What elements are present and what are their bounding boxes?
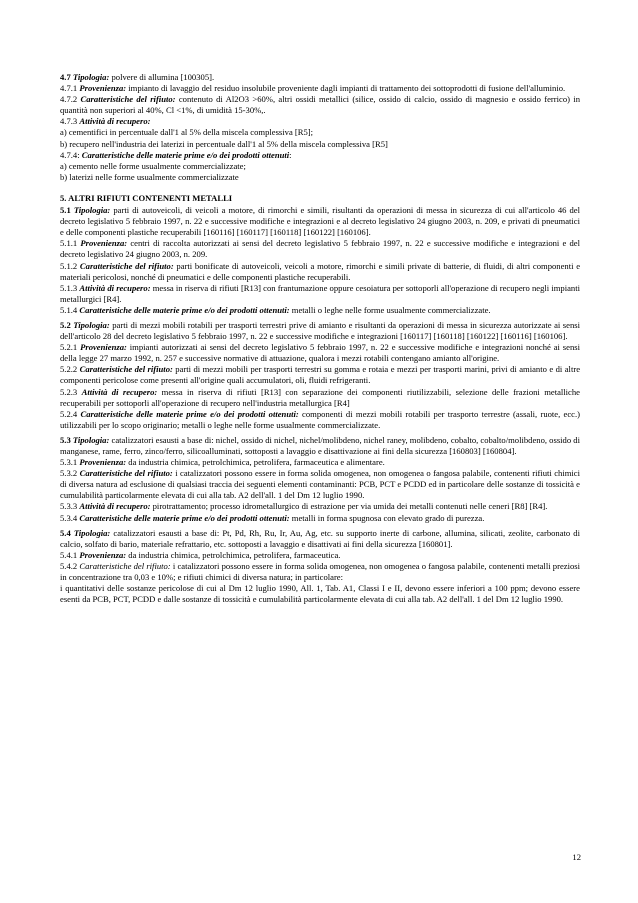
field-text: componenti di mezzi mobili rotabili per trasporto terrestre (assali, ruote, ecc.) utilizzabili per lo scopo originario; metalli o leghe nelle forme usualmente commercializzate.	[60, 408, 581, 430]
section-number: 4.7.1	[60, 83, 80, 94]
para-5-4	[60, 528, 580, 550]
para-4-7-4	[60, 150, 580, 161]
section-number: 4.7.3	[60, 116, 80, 127]
para-5-4-1	[60, 550, 580, 561]
field-text: da industria chimica, petrolchimica, petrolifera, farmaceutica.	[126, 549, 341, 560]
field-text: catalizzatori esausti a base di: nichel, ossido di nichel, nichel/molibdeno, nichel raney, molibdeno, cobalto, cobalto/molibdeno, ossido di manganese, rame, ferro, zinco/ferro, silicoalluminati, sottoposti a lavaggio e disattivazione ai fini della sicurezza [160803] [160804].	[60, 434, 580, 456]
field-text: pirotrattamento; processo idrometallurgico di estrazione per via umida dei metalli contenuti nelle ceneri [R8] [R4].	[150, 501, 548, 512]
section-number: 5.1.3	[60, 282, 80, 293]
para-5-4-2	[60, 561, 580, 583]
section-number: 5.3.2	[60, 468, 80, 479]
field-text: messa in riserva di rifiuti [R13] con separazione dei componenti riutilizzabili, selezione delle frazioni metalliche recuperabili per sottoporli all'operazione di recupero nell'industria metallurgica [R4]	[60, 386, 580, 408]
para-5-2-1	[60, 342, 580, 364]
section-number: 5.1.2	[60, 260, 80, 271]
section-number: 4.7.2	[60, 94, 81, 105]
section-number: 5.1	[60, 205, 71, 216]
field-text: centri di raccolta autorizzati ai sensi del decreto legislativo 5 febbraio 1997, n. 22 e successive modifiche e integrazioni e del decreto legislativo 24 giugno 2003, n. 209.	[60, 238, 580, 260]
list-item-a: a) cementifici in percentuale dall'1 al 5% della miscela complessiva [R5];	[60, 127, 314, 138]
section-number: 5.1.1	[60, 238, 81, 249]
field-text: metalli o leghe nelle forme usualmente commercializzate.	[289, 304, 491, 315]
para-5-2-2	[60, 364, 580, 386]
field-label: Provenienza:	[80, 238, 128, 249]
field-text: i catalizzatori possono essere in forma solida omogenea, non omogenea o fangosa palabile, contenenti rifiuti chimici di diversa natura ad esclusione di qualsiasi traccia dei seguenti elementi contaminanti: PCB, PCT e PCDD ed in particolare delle sostanze di tossicità e cumulabilità particolarmente elevata di cui alla tab. A2 dell'all. 1 del Dm 12 luglio 1990.	[60, 468, 580, 501]
section-number: 5.2.2	[60, 364, 80, 375]
para-5-2	[60, 320, 580, 342]
field-text: da industria chimica, petrolchimica, petrolifera, farmaceutica e alimentare.	[126, 457, 385, 468]
field-text: parti di autoveicoli, di veicoli a motore, di rimorchi e simili, risultanti da operazioni di messa in sicurezza di cui all'articolo 46 del decreto legislativo 5 febbraio 1997, n. 22 e successive modifiche e integrazioni e al decreto legislativo 24 giugno 2003, n. 209, e privati di pneumatici e delle componenti plastiche recuperabili [160116] [160117] [160118] [160122] [160106].	[60, 205, 581, 238]
para-5-3-1	[60, 457, 580, 468]
section-number: 5.3.3	[60, 501, 80, 512]
para-5-1-3	[60, 283, 580, 305]
section-number: 5.3.1	[60, 457, 80, 468]
para-4-7-2	[60, 94, 580, 116]
section-number: 5.2.4	[60, 408, 81, 419]
field-label: Provenienza:	[79, 83, 127, 94]
para-4-7-1	[60, 83, 580, 94]
field-text: parti di mezzi mobili per trasporti terrestri su gomma e rotaia e mezzi per trasporti marini, privi di amianto e di altre componenti pericolose come presenti all'origine quali accumulatori, oli, fluidi refrigeranti.	[60, 364, 581, 386]
field-label: Caratteristiche delle materie prime e/o dei prodotti ottenuti:	[79, 512, 290, 523]
field-text: metalli in forma spugnosa con elevato grado di purezza.	[289, 512, 485, 523]
field-label: Attività di recupero:	[79, 116, 151, 127]
field-text: contenuto di Al2O3 >60%, altri ossidi metallici (silice, ossido di calcio, ossido di magnesio e ossido ferrico) in quantità non superiori al 40%, Cl <1%, di umidità 15-30%,.	[60, 94, 581, 116]
field-label: Provenienza:	[79, 549, 127, 560]
section-number: 5.2.1	[60, 342, 81, 353]
section-number: 4.7.4:	[60, 149, 82, 160]
field-text: catalizzatori esausti a base di: Pt, Pd, Rh, Ru, Ir, Au, Ag, etc. su supporto inerte di carbone, allumina, silicati, zeolite, carbonato di calcio, solfato di bario, materiale refrattario, etc. sottoposti a lavaggio e disattivati ai fini della sicurezza [160801].	[60, 527, 580, 549]
document-body	[60, 72, 580, 605]
field-label: Tipologia:	[72, 434, 110, 445]
field-label: Provenienza:	[79, 457, 127, 468]
field-text: impianto di lavaggio del residuo insolubile proveniente dagli impianti di trattamento dei sottoprodotti di fusione dell'alluminio.	[126, 83, 566, 94]
field-text: parti bonificate di autoveicoli, veicoli a motore, rimorchi e simili private di batterie, di fluidi, di altri componenti e materiali pericolosi, nonché di pneumatici e delle componenti plastiche recuperabili.	[60, 260, 581, 282]
field-label: Caratteristiche del rifiuto:	[79, 364, 173, 375]
para-5-3-3	[60, 501, 580, 512]
field-label: Tipologia:	[73, 527, 111, 538]
field-label: Caratteristiche del rifiuto:	[79, 560, 171, 571]
para-5-4-2-continued: i quantitativi delle sostanze pericolose di cui al Dm 12 luglio 1990, All. 1, Tab. A1, Classi I e II, devono essere inferiori a 100 ppm; devono essere esenti da PCB, PCT, PCDD e dalle sostanze di tossicità e cumulabilità particolarmente elevata di cui alla tab. A2 dell'all. 1 del Dm 12 luglio 1990.	[60, 583, 580, 605]
field-text: i catalizzatori possono essere in forma solida omogenea, non omogenea o fangosa palabile, contenenti metalli preziosi in concentrazione tra 0,03 e 10%; e rifiuti chimici di diversa natura; in particolare:	[60, 560, 580, 583]
para-4-7-3	[60, 116, 580, 127]
list-item-b-product: b) laterizi nelle forme usualmente commercializzate	[60, 171, 239, 182]
list-item-a-product: a) cemento nelle forme usualmente commercializzate;	[60, 160, 246, 171]
field-label: Attività di recupero:	[79, 282, 151, 293]
section-number: 5.2	[60, 319, 71, 330]
para-5-1-4	[60, 305, 580, 316]
para-5-1-2	[60, 261, 580, 283]
page-number: 12	[572, 852, 581, 862]
field-text: messa in riserva di rifiuti [R13] con frantumazione oppure cesoiatura per sottoporli all'operazione di recupero negli impianti metallurgici [R4].	[60, 282, 580, 304]
field-label: Tipologia:	[72, 72, 110, 82]
section-number: 5.4.1	[60, 549, 80, 560]
para-4-7	[60, 72, 580, 83]
field-label: Attività di recupero:	[81, 386, 158, 397]
section-heading: 5. ALTRI RIFIUTI CONTENENTI METALLI	[60, 192, 233, 203]
field-label: Tipologia:	[73, 319, 110, 330]
para-5-3-4	[60, 513, 580, 524]
section-number: 5.4	[60, 527, 71, 538]
field-label: Caratteristiche delle materie prime e/o dei prodotti ottenuti	[81, 149, 290, 160]
section-number: 5.2.3	[60, 386, 82, 397]
field-label: Caratteristiche del rifiuto:	[80, 94, 176, 105]
field-label: Caratteristiche del rifiuto:	[79, 260, 174, 271]
para-5-3	[60, 435, 580, 457]
field-label: Caratteristiche del rifiuto:	[79, 468, 173, 479]
field-label: Tipologia:	[73, 205, 111, 216]
section-number: 5.3	[60, 434, 71, 445]
para-5-3-2	[60, 468, 580, 501]
field-text: parti di mezzi mobili rotabili per trasporti terrestri prive di amianto e risultanti da operazioni di messa in sicurezza autorizzate ai sensi dell'articolo 28 del decreto legislativo 5 febbraio 1997, n. 22 e successive modifiche e integrazioni [160117] [160118] [160122] [160116] [160106].	[60, 319, 580, 342]
field-label: Caratteristiche delle materie prime e/o dei prodotti ottenuti:	[79, 304, 290, 315]
field-text: impianti autorizzati ai sensi del decreto legislativo 5 febbraio 1997, n. 22 e successive modifiche e integrazioni nonché ai sensi della legge 27 marzo 1992, n. 257 e successive normative di attuazione, qualora i mezzi rotabili contengano amianto all'origine.	[60, 342, 580, 364]
section-number: 5.3.4	[60, 512, 80, 523]
para-5-1	[60, 205, 580, 238]
field-text: polvere di allumina [100305].	[109, 72, 215, 82]
section-number: 5.4.2	[60, 560, 80, 571]
field-label: Caratteristiche delle materie prime e/o dei prodotti ottenuti:	[80, 408, 299, 419]
para-5-2-4	[60, 409, 580, 431]
para-5-2-3	[60, 387, 580, 409]
section-number: 4.7	[60, 72, 71, 82]
field-text: :	[289, 149, 292, 160]
list-item-b: b) recupero nell'industria dei laterizi in percentuale dall'1 al 5% della miscela complessiva [R5]	[60, 138, 388, 149]
para-5-1-1	[60, 238, 580, 260]
field-label: Provenienza:	[80, 342, 127, 353]
section-number: 5.1.4	[60, 304, 80, 315]
field-label: Attività di recupero:	[79, 501, 151, 512]
